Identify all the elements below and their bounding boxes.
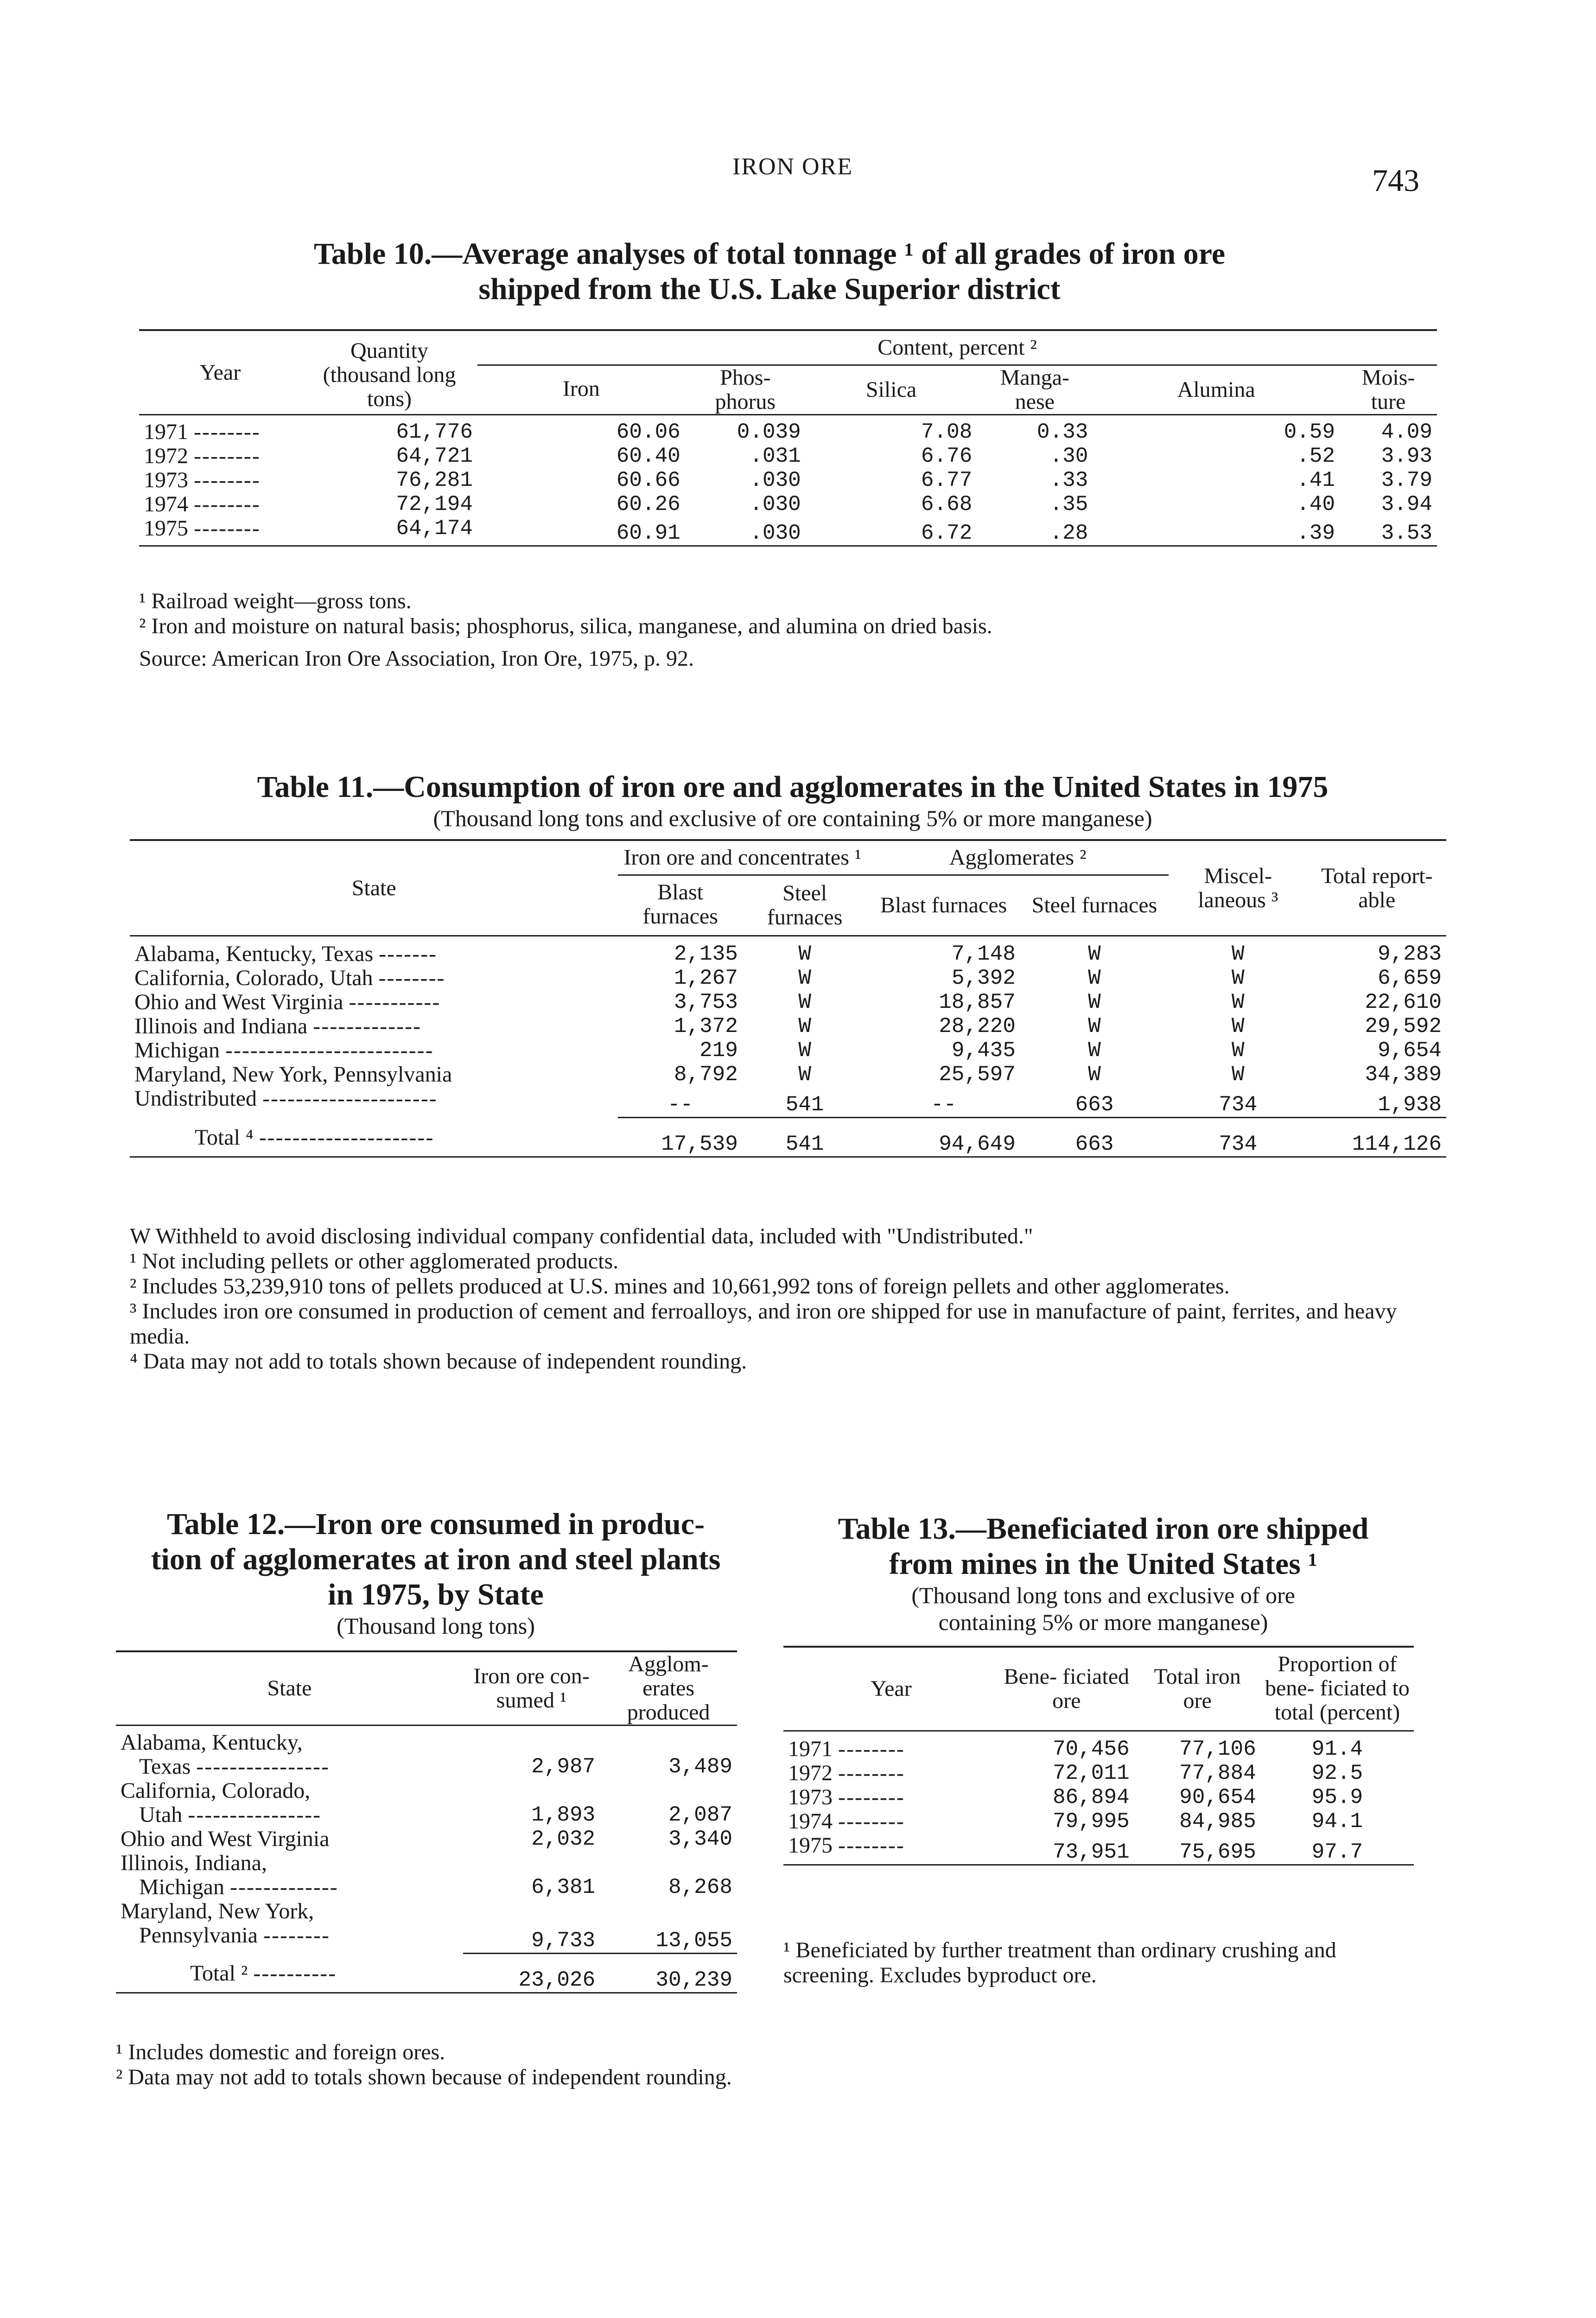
table-row: 1972 -------- 72,011 77,884 92.5 <box>783 1761 1414 1785</box>
t10-col-content: Content, percent ² <box>477 330 1437 365</box>
table-row: Maryland, New York, Pennsylvania -------- 9,733 13,055 <box>116 1899 737 1953</box>
t10-alumina: .40 <box>1297 492 1335 516</box>
t10-moist: 4.09 <box>1381 420 1432 444</box>
t11-state: Michigan <box>134 1038 220 1063</box>
table-row: Michigan ------------------------- 219 W 9,435 W W 9,654 <box>130 1038 1446 1063</box>
t12-consumed: 2,032 <box>531 1827 596 1851</box>
table-row: California, Colorado, Utah ---------------- 1,893 2,087 <box>116 1779 737 1827</box>
t11-total: 6,659 <box>1377 966 1442 990</box>
t11-misc: 734 <box>1219 1092 1258 1117</box>
t11-total: 1,938 <box>1377 1092 1442 1117</box>
t12-col-state: State <box>267 1676 312 1700</box>
t11-blast1: -- <box>668 1092 693 1117</box>
t10-moist: 3.94 <box>1381 492 1432 516</box>
t11-blast2: -- <box>931 1092 957 1117</box>
t12-produced: 3,489 <box>668 1755 732 1779</box>
t11-total: 34,389 <box>1365 1063 1442 1087</box>
table10 <box>139 329 1437 547</box>
table11 <box>130 839 1446 1158</box>
t12-state-line2: Texas <box>139 1754 191 1779</box>
t10-qty: 76,281 <box>396 468 473 492</box>
t11-state: Ohio and West Virginia <box>134 990 343 1014</box>
table13-title-line2: from mines in the United States ¹ <box>889 1547 1318 1581</box>
running-head: IRON ORE <box>732 153 853 180</box>
t10-source: Source: American Iron Ore Association, Iron Ore, 1975, p. 92. <box>139 646 694 671</box>
t10-silica: 6.77 <box>921 468 973 492</box>
table10-title-line1: Table 10.—Average analyses of total tonnage ¹ of all grades of iron ore <box>313 237 1226 271</box>
t11-steel1: W <box>798 1063 811 1087</box>
t10-col-alumina: Alumina <box>1177 377 1255 402</box>
t11-steel2: W <box>1088 966 1101 990</box>
t11-steel2: 663 <box>1075 1092 1114 1117</box>
t12-total-label: Total ² <box>190 1961 248 1986</box>
t10-year: 1973 <box>144 468 188 492</box>
table-row: Undistributed --------------------- -- 541 -- 663 734 1,938 <box>130 1087 1446 1117</box>
t12-produced: 13,055 <box>655 1928 732 1953</box>
t10-phos: .031 <box>750 444 801 468</box>
table11-title: Table 11.—Consumption of iron ore and agglomerates in the United States in 1975 <box>257 770 1329 804</box>
t10-qty: 64,174 <box>396 516 473 541</box>
table-row: 1974 -------- 79,995 84,985 94.1 <box>783 1809 1414 1834</box>
t12-col-produced: Agglom- erates produced <box>627 1652 710 1725</box>
t11-total: 9,283 <box>1377 942 1442 966</box>
table-row <box>116 1827 737 1851</box>
table10-title-line2: shipped from the U.S. Lake Superior district <box>478 272 1061 306</box>
t11-blast1: 1,267 <box>674 966 738 990</box>
t11-noteW: W Withheld to avoid disclosing individual company confidential data, included with "Undistributed." <box>130 1224 1033 1248</box>
t11-steel2: W <box>1088 990 1101 1014</box>
t13-prop: 91.4 <box>1311 1737 1363 1761</box>
t13-benef: 73,951 <box>1052 1840 1130 1864</box>
t12-consumed: 2,987 <box>531 1755 596 1779</box>
table-row: Ohio and West Virginia ----------- 3,753 W 18,857 W W 22,610 <box>130 990 1446 1014</box>
t11-steel2: W <box>1088 1038 1101 1063</box>
t12-state-line1: Alabama, Kentucky, <box>121 1730 303 1755</box>
t11-blast1: 219 <box>699 1038 738 1063</box>
t12-state-line2: Ohio and West Virginia <box>121 1827 330 1851</box>
t10-mang: .28 <box>1049 521 1088 545</box>
t13-total: 77,884 <box>1179 1761 1256 1785</box>
table-total-row: Total ⁴ --------------------- 17,539 541 94,649 663 734 114,126 <box>130 1117 1446 1157</box>
t11-note2: ² Includes 53,239,910 tons of pellets produced at U.S. mines and 10,661,992 tons of foreign pellets and other agglomerates. <box>130 1274 1230 1299</box>
t10-alumina: .52 <box>1297 444 1335 468</box>
table-row: 1972 -------- 64,721 60.40 .031 6.76 .30 .52 3.93 <box>139 444 1437 468</box>
table11-subtitle: (Thousand long tons and exclusive of ore containing 5% or more manganese) <box>433 805 1152 831</box>
t10-col-iron: Iron <box>562 376 600 401</box>
t10-moist: 3.79 <box>1381 468 1432 492</box>
t11-blast2: 9,435 <box>951 1038 1016 1063</box>
t13-total: 77,106 <box>1179 1737 1256 1761</box>
t10-silica: 6.72 <box>921 521 973 545</box>
t11-blast2: 25,597 <box>939 1063 1016 1087</box>
t12-col-consumed: Iron ore con- sumed ¹ <box>473 1664 590 1713</box>
t13-prop: 97.7 <box>1311 1840 1363 1864</box>
t11-total-misc: 734 <box>1169 1117 1307 1157</box>
t11-blast2: 28,220 <box>939 1014 1016 1038</box>
table13-heading <box>783 1511 1423 1636</box>
t11-steel1: 541 <box>785 1092 824 1117</box>
t10-year: 1974 <box>144 492 188 516</box>
t10-silica: 6.76 <box>921 444 973 468</box>
t13-year: 1971 <box>788 1737 833 1761</box>
t10-year: 1971 <box>144 420 188 444</box>
t13-col-year: Year <box>871 1676 912 1701</box>
t11-total-steel1: 541 <box>743 1117 867 1157</box>
t13-col-prop: Proportion of bene- ficiated to total (percent) <box>1265 1652 1410 1725</box>
t13-total: 90,654 <box>1179 1785 1256 1809</box>
table13-title-line1: Table 13.—Beneficiated iron ore shipped <box>838 1512 1369 1546</box>
table10-title <box>213 236 1326 307</box>
t10-mang: .33 <box>1049 468 1088 492</box>
t11-misc: W <box>1231 966 1245 990</box>
table-row: 1974 -------- 72,194 60.26 .030 6.68 .35 .40 3.94 <box>139 492 1437 516</box>
t11-total: 29,592 <box>1365 1014 1442 1038</box>
t11-misc: W <box>1231 990 1245 1014</box>
t10-note1: ¹ Railroad weight—gross tons. <box>139 589 412 613</box>
t12-consumed: 6,381 <box>531 1875 596 1899</box>
t11-steel1: W <box>798 990 811 1014</box>
t11-col-total: Total report- able <box>1321 863 1433 912</box>
t11-state: Alabama, Kentucky, Texas <box>134 942 374 966</box>
table-row: 1971 -------- 61,776 60.06 0.039 7.08 0.33 0.59 4.09 <box>139 415 1437 445</box>
table13-notes <box>783 1938 1414 1988</box>
table-row: Illinois and Indiana ------------- 1,372 W 28,220 W W 29,592 <box>130 1014 1446 1038</box>
t11-steel1: W <box>798 1038 811 1063</box>
t10-phos: .030 <box>750 468 801 492</box>
t13-benef: 72,011 <box>1052 1761 1130 1785</box>
t10-iron: 60.06 <box>616 420 680 444</box>
t10-moist: 3.93 <box>1381 444 1432 468</box>
t12-total-consumed: 23,026 <box>463 1953 600 1993</box>
t12-consumed: 1,893 <box>531 1803 596 1827</box>
t11-total-blast1: 17,539 <box>618 1117 743 1157</box>
t13-year: 1974 <box>788 1809 833 1834</box>
t11-col-misc: Miscel- laneous ³ <box>1198 863 1278 912</box>
t10-mang: 0.33 <box>1036 420 1088 444</box>
t10-iron: 60.66 <box>616 468 680 492</box>
table-row: Alabama, Kentucky, Texas ------- 2,135 W 7,148 W W 9,283 <box>130 936 1446 967</box>
t10-silica: 6.68 <box>921 492 973 516</box>
t11-col-ironore: Iron ore and concentrates ¹ <box>618 840 867 875</box>
t11-blast2: 5,392 <box>951 966 1016 990</box>
t12-state-line2: Pennsylvania <box>139 1923 258 1948</box>
table10-notes <box>139 589 1437 671</box>
t12-consumed: 9,733 <box>531 1928 596 1953</box>
table12-title-line3: in 1975, by State <box>328 1578 544 1611</box>
table-row: 1971 -------- 70,456 77,106 91.4 <box>783 1731 1414 1762</box>
t11-steel1: W <box>798 942 811 966</box>
t12-state-line1: Illinois, Indiana, <box>121 1851 267 1875</box>
t13-note1: ¹ Beneficiated by further treatment than ordinary crushing and screening. Excludes byproduct ore. <box>783 1938 1336 1987</box>
t10-col-year: Year <box>199 360 241 385</box>
t13-benef: 70,456 <box>1052 1737 1130 1761</box>
table-row: California, Colorado, Utah -------- 1,267 W 5,392 W W 6,659 <box>130 966 1446 990</box>
t12-produced: 3,340 <box>668 1827 732 1851</box>
table13-subtitle-line2: containing 5% or more manganese) <box>938 1609 1268 1635</box>
t11-misc: W <box>1231 942 1245 966</box>
t11-col-state: State <box>351 875 396 900</box>
t11-note3: ³ Includes iron ore consumed in production of cement and ferroalloys, and iron ore shipped for use in manufacture of paint, ferrites, and heavy media. <box>130 1299 1397 1349</box>
table-row: Illinois, Indiana, Michigan ------------- 6,381 8,268 <box>116 1851 737 1899</box>
t11-col-blast2: Blast furnaces <box>880 893 1007 917</box>
t13-year: 1972 <box>788 1761 833 1785</box>
t10-col-silica: Silica <box>865 377 917 402</box>
t13-col-total: Total iron ore <box>1154 1664 1241 1713</box>
t11-blast2: 18,857 <box>939 990 1016 1014</box>
t13-prop: 95.9 <box>1311 1785 1363 1809</box>
table-total-row: Total ² ---------- 23,026 30,239 <box>116 1953 737 1993</box>
t12-produced: 8,268 <box>668 1875 732 1899</box>
t12-total-produced: 30,239 <box>600 1953 737 1993</box>
table11-heading <box>130 770 1456 832</box>
table11-notes <box>130 1224 1446 1374</box>
table-row: 1975 -------- 73,951 75,695 97.7 <box>783 1834 1414 1865</box>
table12-title-line2: tion of agglomerates at iron and steel plants <box>151 1542 721 1576</box>
table12-notes <box>116 2040 737 2090</box>
t11-note1: ¹ Not including pellets or other agglomerated products. <box>130 1249 619 1274</box>
t12-note1: ¹ Includes domestic and foreign ores. <box>116 2040 445 2064</box>
t10-iron: 60.26 <box>616 492 680 516</box>
t10-alumina: 0.59 <box>1284 420 1335 444</box>
table12-title-line1: Table 12.—Iron ore consumed in produc- <box>166 1507 705 1541</box>
t11-note4: ⁴ Data may not add to totals shown because of independent rounding. <box>130 1349 747 1374</box>
t10-col-phos: Phos- phorus <box>715 365 776 414</box>
t11-state: Illinois and Indiana <box>134 1014 308 1038</box>
t10-mang: .35 <box>1049 492 1088 516</box>
t11-col-steel1: Steel furnaces <box>767 881 843 930</box>
t10-year: 1972 <box>144 444 188 468</box>
t13-benef: 86,894 <box>1052 1785 1130 1809</box>
t13-year: 1975 <box>788 1833 833 1858</box>
t11-misc: W <box>1231 1014 1245 1038</box>
t13-year: 1973 <box>788 1785 833 1809</box>
t10-silica: 7.08 <box>921 420 973 444</box>
t11-steel2: W <box>1088 942 1101 966</box>
t13-prop: 94.1 <box>1311 1809 1363 1834</box>
t11-total: 22,610 <box>1365 990 1442 1014</box>
t11-blast1: 3,753 <box>674 990 738 1014</box>
t12-produced: 2,087 <box>668 1803 732 1827</box>
t10-qty: 64,721 <box>396 444 473 468</box>
t12-state-line2: Michigan <box>139 1875 224 1899</box>
t11-blast2: 7,148 <box>951 942 1016 966</box>
t10-qty: 72,194 <box>396 492 473 516</box>
t10-col-mang: Manga- nese <box>1000 365 1069 414</box>
t10-iron: 60.40 <box>616 444 680 468</box>
t11-state: California, Colorado, Utah <box>134 966 373 990</box>
t12-note2: ² Data may not add to totals shown because of independent rounding. <box>116 2065 732 2089</box>
t11-steel2: W <box>1088 1063 1101 1087</box>
page-number: 743 <box>1372 163 1419 198</box>
t10-alumina: .39 <box>1297 521 1335 545</box>
table13 <box>783 1646 1414 1866</box>
t11-steel2: W <box>1088 1014 1101 1038</box>
t10-phos: .030 <box>750 492 801 516</box>
t10-col-quantity: Quantity (thousand long tons) <box>323 338 456 411</box>
t11-col-agglom: Agglomerates ² <box>867 840 1169 875</box>
t12-state-line1: California, Colorado, <box>121 1778 311 1803</box>
t10-col-moist: Mois- ture <box>1361 365 1415 414</box>
t11-total-steel2: 663 <box>1020 1117 1169 1157</box>
t11-state: Maryland, New York, Pennsylvania <box>134 1062 452 1087</box>
t10-mang: .30 <box>1049 444 1088 468</box>
t10-qty: 61,776 <box>396 420 473 444</box>
t11-total-total: 114,126 <box>1307 1117 1446 1157</box>
t12-state-line1: Maryland, New York, <box>121 1899 314 1923</box>
t12-state-line2: Utah <box>139 1802 183 1827</box>
table13-subtitle-line1: (Thousand long tons and exclusive of ore <box>911 1582 1295 1608</box>
t11-steel1: W <box>798 966 811 990</box>
table-row: Alabama, Kentucky, Texas ---------------- 2,987 3,489 <box>116 1726 737 1779</box>
table-row: 1973 -------- 76,281 60.66 .030 6.77 .33 .41 3.79 <box>139 468 1437 492</box>
t11-blast1: 2,135 <box>674 942 738 966</box>
t10-iron: 60.91 <box>616 521 680 545</box>
table12-subtitle: (Thousand long tons) <box>337 1613 535 1639</box>
t10-phos: 0.039 <box>737 420 801 444</box>
t11-blast1: 1,372 <box>674 1014 738 1038</box>
t13-benef: 79,995 <box>1052 1809 1130 1834</box>
t10-phos: .030 <box>750 521 801 545</box>
t13-col-benef: Bene- ficiated ore <box>1004 1664 1129 1713</box>
table12-heading <box>116 1507 756 1639</box>
t11-blast1: 8,792 <box>674 1063 738 1087</box>
table-row: 1973 -------- 86,894 90,654 95.9 <box>783 1785 1414 1809</box>
t11-state: Undistributed <box>134 1086 257 1111</box>
t11-misc: W <box>1231 1063 1245 1087</box>
table12 <box>116 1650 737 1993</box>
t10-note2: ² Iron and moisture on natural basis; phosphorus, silica, manganese, and alumina on dried basis. <box>139 614 992 638</box>
t11-total-label: Total ⁴ <box>195 1125 254 1150</box>
t11-misc: W <box>1231 1038 1245 1063</box>
t13-total: 84,985 <box>1179 1809 1256 1834</box>
table-row: 1975 -------- 64,174 60.91 .030 6.72 .28 .39 3.53 <box>139 516 1437 546</box>
t11-col-blast1: Blast furnaces <box>642 880 718 929</box>
t11-total: 9,654 <box>1377 1038 1442 1063</box>
t10-alumina: .41 <box>1297 468 1335 492</box>
t13-total: 75,695 <box>1179 1840 1256 1864</box>
t11-total-blast2: 94,649 <box>867 1117 1020 1157</box>
t10-year: 1975 <box>144 516 188 541</box>
t11-col-steel2: Steel furnaces <box>1031 893 1157 917</box>
table-row <box>130 1063 1446 1087</box>
t11-steel1: W <box>798 1014 811 1038</box>
t10-moist: 3.53 <box>1381 521 1432 545</box>
t13-prop: 92.5 <box>1311 1761 1363 1785</box>
